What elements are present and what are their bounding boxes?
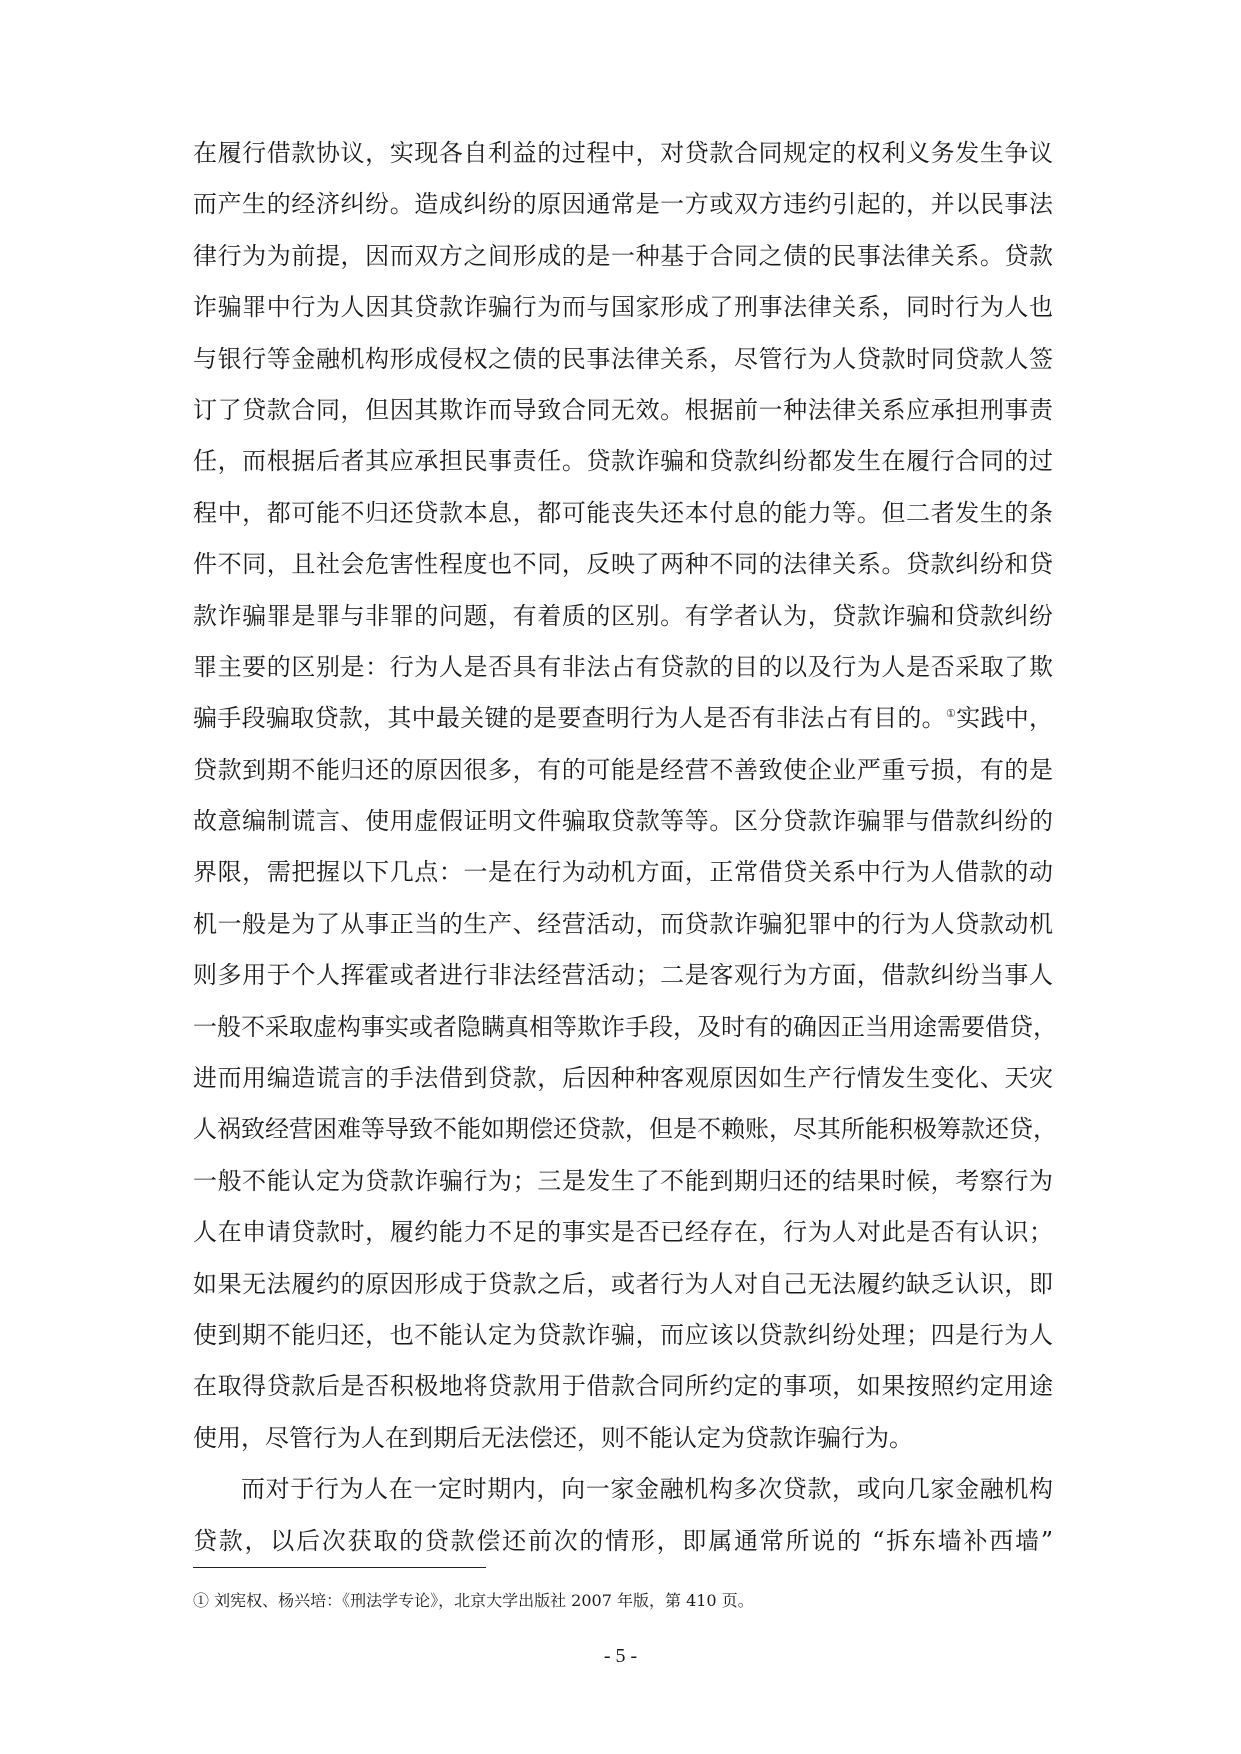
text-line: 诈骗罪中行为人因其贷款诈骗行为而与国家形成了刑事法律关系，同时行为人也 bbox=[193, 293, 1053, 322]
text-line: 机一般是为了从事正当的生产、经营活动，而贷款诈骗犯罪中的行为人贷款动机 bbox=[193, 909, 1053, 938]
text-line: 在取得贷款后是否积极地将贷款用于借款合同所约定的事项，如果按照约定用途 bbox=[193, 1372, 1053, 1401]
text-line: 而产生的经济纠纷。造成纠纷的原因通常是一方或双方违约引起的，并以民事法 bbox=[193, 190, 1053, 219]
text-line: 使到期不能归还，也不能认定为贷款诈骗，而应该以贷款纠纷处理；四是行为人 bbox=[193, 1320, 1053, 1349]
text-line: 人在申请贷款时，履约能力不足的事实是否已经存在，行为人对此是否有认识； bbox=[193, 1218, 1053, 1247]
text-line: 一般不采取虚构事实或者隐瞒真相等欺诈手段，及时有的确因正当用途需要借贷， bbox=[193, 1012, 1057, 1041]
text-segment: 骗手段骗取贷款，其中最关键的是要查明行为人是否有非法占有目的。 bbox=[193, 704, 946, 733]
text-line: 罪主要的区别是：行为人是否具有非法占有贷款的目的以及行为人是否采取了欺 bbox=[193, 652, 1053, 681]
text-line-with-footnote bbox=[193, 693, 1053, 744]
text-line: 任，而根据后者其应承担民事责任。贷款诈骗和贷款纠纷都发生在履行合同的过 bbox=[193, 447, 1053, 476]
text-line: 件不同，且社会危害性程度也不同，反映了两种不同的法律关系。贷款纠纷和贷 bbox=[193, 550, 1053, 579]
body-text bbox=[193, 128, 1057, 1567]
text-line: 则多用于个人挥霍或者进行非法经营活动；二是客观行为方面，借款纠纷当事人 bbox=[193, 961, 1053, 990]
text-line: 贷款到期不能归还的原因很多，有的可能是经营不善致使企业严重亏损，有的是 bbox=[193, 755, 1053, 784]
text-line: 如果无法履约的原因形成于贷款之后，或者行为人对自己无法履约缺乏认识，即 bbox=[193, 1269, 1053, 1298]
text-line: 使用，尽管行为人在到期后无法偿还，则不能认定为贷款诈骗行为。 bbox=[193, 1423, 913, 1452]
text-line: 订了贷款合同，但因其欺诈而导致合同无效。根据前一种法律关系应承担刑事责 bbox=[193, 395, 1053, 424]
text-line: 故意编制谎言、使用虚假证明文件骗取贷款等等。区分贷款诈骗罪与借款纠纷的 bbox=[193, 807, 1053, 836]
text-line: 在履行借款协议，实现各自利益的过程中，对贷款合同规定的权利义务发生争议 bbox=[193, 139, 1053, 167]
text-line: 而对于行为人在一定时期内，向一家金融机构多次贷款，或向几家金融机构 bbox=[241, 1475, 1053, 1504]
text-line: 界限，需把握以下几点：一是在行为动机方面，正常借贷关系中行为人借款的动 bbox=[193, 858, 1053, 887]
text-line: 程中，都可能不归还贷款本息，都可能丧失还本付息的能力等。但二者发生的条 bbox=[193, 498, 1053, 527]
footnote: ① 刘宪权、杨兴培：《刑法学专论》，北京大学出版社 2007 年版，第 410 页。 bbox=[193, 1591, 754, 1610]
text-line: 律行为为前提，因而双方之间形成的是一种基于合同之债的民事法律关系。贷款 bbox=[193, 241, 1053, 270]
text-line: 与银行等金融机构形成侵权之债的民事法律关系，尽管行为人贷款时同贷款人签 bbox=[193, 344, 1053, 373]
text-line: 贷款，以后次获取的贷款偿还前次的情形，即属通常所说的 “拆东墙补西墙” bbox=[193, 1526, 1053, 1555]
page-number: - 5 - bbox=[603, 1645, 638, 1667]
text-line: 人祸致经营困难等导致不能如期偿还贷款，但是不赖账，尽其所能积极筹款还贷， bbox=[193, 1115, 1057, 1144]
text-line: 进而用编造谎言的手法借到贷款，后因种种客观原因如生产行情发生变化、天灾 bbox=[193, 1064, 1053, 1093]
footnote-marker[interactable]: ① bbox=[945, 707, 957, 721]
text-line: 款诈骗罪是罪与非罪的问题，有着质的区别。有学者认为，贷款诈骗和贷款纠纷 bbox=[193, 601, 1053, 630]
footnote-separator bbox=[193, 1567, 486, 1568]
text-segment: 实践中， bbox=[956, 704, 1053, 733]
text-line: 一般不能认定为贷款诈骗行为；三是发生了不能到期归还的结果时候，考察行为 bbox=[193, 1166, 1053, 1195]
